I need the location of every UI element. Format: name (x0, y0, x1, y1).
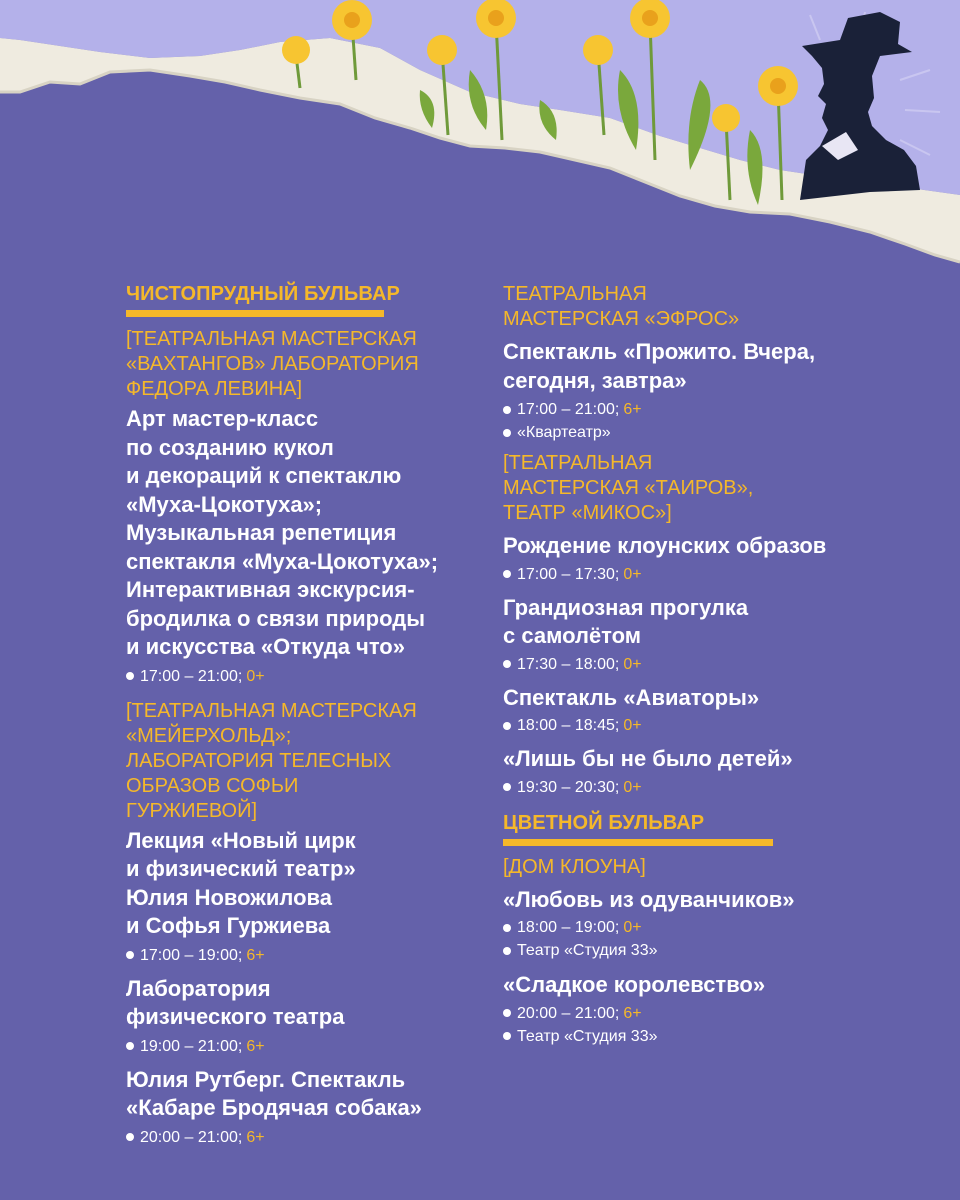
event-time (503, 653, 943, 676)
time-text: 19:00 – 21:00; (140, 1037, 243, 1055)
organizer-label: [ТЕАТРАЛЬНАЯ МАСТЕРСКАЯ «ТАИРОВ», ТЕАТР «МИКОС»] (503, 452, 754, 524)
event-time (503, 1002, 943, 1025)
organizer-label: [ДОМ КЛОУНА] (503, 855, 646, 878)
section-tsvetnoy (503, 811, 943, 846)
time-text: 17:00 – 21:00; (140, 667, 243, 685)
event-venue (503, 421, 943, 444)
age-rating: 0+ (623, 717, 642, 734)
event-venue (503, 1025, 943, 1048)
left-column (126, 282, 466, 1149)
group-meyerhold (126, 699, 466, 1149)
time-text: 19:30 – 20:30; (517, 778, 620, 796)
event-title: «Лишь бы не было детей» (503, 746, 793, 771)
age-rating: 6+ (246, 1037, 265, 1055)
event-time (126, 665, 466, 688)
event-title: Арт мастер-класс по созданию кукол и декораций к спектаклю «Муха-Цокотуха»; Музыкальная репетиция спектакля «Муха-Цокотуха»; Интерактивная экскурсия- бродилка о связи природы и искусства «Откуда что» (126, 406, 439, 659)
age-rating: 0+ (623, 655, 642, 673)
event-title: Лаборатория физического театра (126, 975, 345, 1029)
time-text: 17:30 – 18:00; (517, 655, 620, 673)
age-rating: 6+ (246, 1128, 265, 1146)
bullet-icon (503, 722, 511, 730)
event-item (126, 1066, 466, 1149)
event-time (503, 916, 943, 939)
event-item (503, 594, 943, 676)
event-time (126, 1035, 466, 1058)
bullet-icon (126, 1042, 134, 1050)
event-item (503, 684, 943, 738)
event-item (503, 971, 943, 1048)
time-text: 17:00 – 21:00; (517, 401, 620, 418)
venue-text: «Квартеатр» (517, 424, 611, 441)
section-underline (503, 839, 773, 846)
section-underline (126, 310, 384, 317)
bullet-icon (503, 947, 511, 955)
group-vakhtangov (126, 327, 466, 688)
section-title: ЧИСТОПРУДНЫЙ БУЛЬВАР (126, 283, 400, 305)
time-text: 17:00 – 17:30; (517, 565, 620, 583)
bullet-icon (503, 660, 511, 668)
group-efros (503, 282, 943, 444)
right-column (503, 282, 943, 1048)
event-item (126, 405, 466, 688)
bullet-icon (503, 924, 511, 932)
bullet-icon (503, 406, 511, 414)
venue-text: Театр «Студия 33» (517, 1027, 658, 1045)
time-text: 18:00 – 19:00; (517, 919, 620, 936)
time-text: 20:00 – 21:00; (517, 1004, 620, 1022)
section-title: ЦВЕТНОЙ БУЛЬВАР (503, 811, 705, 834)
event-title: «Любовь из одуванчиков» (503, 886, 795, 912)
event-title: Спектакль «Прожито. Вчера, сегодня, завтра» (503, 339, 816, 393)
event-item (126, 975, 466, 1058)
group-dom-klouna (503, 855, 943, 1048)
bullet-icon (503, 783, 511, 791)
group-tairov (503, 451, 943, 799)
time-text: 18:00 – 18:45; (517, 717, 620, 734)
bullet-icon (126, 1133, 134, 1141)
event-item (126, 827, 466, 967)
event-title: Грандиозная прогулка с самолётом (503, 594, 749, 648)
event-title: Лекция «Новый цирк и физический театр» Юлия Новожилова и Софья Гуржиева (126, 827, 356, 938)
time-text: 20:00 – 21:00; (140, 1128, 243, 1146)
age-rating: 6+ (623, 401, 642, 418)
organizer-label: [ТЕАТРАЛЬНАЯ МАСТЕРСКАЯ «ВАХТАНГОВ» ЛАБОРАТОРИЯ ФЕДОРА ЛЕВИНА] (126, 328, 419, 400)
organizer-label: [ТЕАТРАЛЬНАЯ МАСТЕРСКАЯ «МЕЙЕРХОЛЬД»; ЛАБОРАТОРИЯ ТЕЛЕСНЫХ ОБРАЗОВ СОФЬИ ГУРЖИЕВОЙ] (126, 699, 417, 822)
age-rating: 0+ (623, 778, 642, 796)
event-time (503, 563, 943, 586)
event-item (503, 532, 943, 586)
bullet-icon (126, 672, 134, 680)
event-time (503, 776, 943, 799)
event-item (503, 745, 943, 799)
age-rating: 0+ (623, 565, 642, 583)
event-item (503, 338, 943, 444)
event-title: Спектакль «Авиаторы» (503, 684, 760, 710)
bullet-icon (503, 570, 511, 578)
age-rating: 6+ (246, 946, 265, 964)
section-chistoprudny (126, 282, 466, 317)
time-text: 17:00 – 19:00; (140, 946, 243, 964)
event-title: «Сладкое королевство» (503, 972, 766, 997)
bullet-icon (503, 1032, 511, 1040)
event-venue (503, 939, 943, 962)
organizer-label: ТЕАТРАЛЬНАЯ МАСТЕРСКАЯ «ЭФРОС» (503, 283, 740, 330)
bullet-icon (503, 1009, 511, 1017)
venue-text: Театр «Студия 33» (517, 942, 658, 959)
event-title: Рождение клоунских образов (503, 533, 827, 558)
event-time (126, 1126, 466, 1149)
header-illustration (0, 0, 960, 270)
event-title: Юлия Рутберг. Спектакль «Кабаре Бродячая собака» (126, 1066, 422, 1120)
bullet-icon (503, 429, 511, 437)
event-time (126, 944, 466, 967)
event-time (503, 714, 943, 737)
bullet-icon (126, 951, 134, 959)
event-time (503, 398, 943, 421)
age-rating: 6+ (623, 1004, 642, 1022)
event-item (503, 886, 943, 963)
age-rating: 0+ (246, 667, 265, 685)
age-rating: 0+ (623, 919, 642, 936)
